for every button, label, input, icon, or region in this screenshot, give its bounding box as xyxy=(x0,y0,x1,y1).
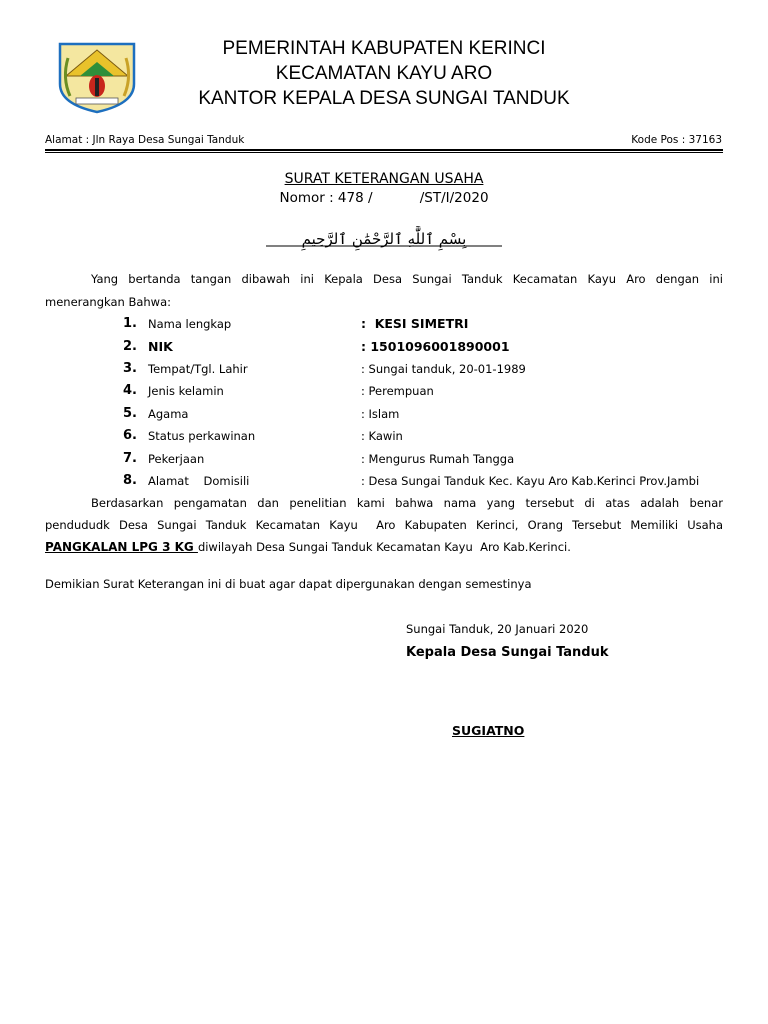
intro-paragraph-end: menerangkan Bahwa: xyxy=(45,295,172,309)
field-value-address: : Desa Sungai Tanduk Kec. Kayu Aro Kab.Kerinci Prov.Jambi xyxy=(361,474,700,488)
field-number: 2. xyxy=(123,339,137,354)
field-number: 8. xyxy=(123,473,137,488)
field-value-nik: : 1501096001890001 xyxy=(361,339,510,354)
statement-paragraph-line1: Berdasarkan pengamatan dan penelitian kami bahwa nama yang tersebut di atas adalah benar xyxy=(91,496,723,510)
header-divider-thin xyxy=(45,152,723,153)
statement-paragraph-line2: pendududk Desa Sungai Tanduk Kecamatan Kayu Aro Kabupaten Kerinci, Orang Tersebut Memiliki Usaha xyxy=(45,518,723,532)
field-value-marital: : Kawin xyxy=(361,429,403,443)
field-number: 7. xyxy=(123,451,137,466)
field-label-religion: Agama xyxy=(148,407,189,421)
field-value-gender: : Perempuan xyxy=(361,384,434,398)
business-name: PANGKALAN LPG 3 KG xyxy=(45,540,198,554)
intro-paragraph: Yang bertanda tangan dibawah ini Kepala Desa Sungai Tanduk Kecamatan Kayu Aro dengan ini xyxy=(91,272,723,286)
field-value-occupation: : Mengurus Rumah Tangga xyxy=(361,452,515,466)
field-number: 1. xyxy=(123,316,137,331)
field-number: 4. xyxy=(123,383,137,398)
signer-name: SUGIATNO xyxy=(452,723,525,738)
field-value-name: : KESI SIMETRI xyxy=(361,316,469,331)
basmalah-text: بِسْمِ ٱللَّٰهِ ٱلرَّحْمَٰنِ ٱلرَّحِيمِ xyxy=(301,230,467,248)
field-value-birth: : Sungai tanduk, 20-01-1989 xyxy=(361,362,526,376)
closing-statement: Demikian Surat Keterangan ini di buat agar dapat dipergunakan dengan semestinya xyxy=(45,577,532,591)
field-label-name: Nama lengkap xyxy=(148,317,232,331)
document-title: SURAT KETERANGAN USAHA xyxy=(284,171,484,187)
kerinci-regency-logo xyxy=(50,38,144,114)
statement-paragraph-line3 xyxy=(45,540,571,554)
business-location: diwilayah Desa Sungai Tanduk Kecamatan Kayu Aro Kab.Kerinci. xyxy=(197,540,571,554)
field-number: 6. xyxy=(123,428,137,443)
header-line-regency: PEMERINTAH KABUPATEN KERINCI xyxy=(222,38,546,59)
place-date: Sungai Tanduk, 20 Januari 2020 xyxy=(406,622,589,636)
field-value-religion: : Islam xyxy=(361,407,400,421)
field-label-gender: Jenis kelamin xyxy=(148,384,224,398)
header-divider-thick xyxy=(45,149,723,151)
field-label-birth: Tempat/Tgl. Lahir xyxy=(148,362,248,376)
basmalah-calligraphy xyxy=(246,226,522,252)
document-number: Nomor : 478 / /ST/I/2020 xyxy=(279,190,489,206)
field-label-nik: NIK xyxy=(148,339,173,354)
signer-position: Kepala Desa Sungai Tanduk xyxy=(406,645,609,660)
field-number: 5. xyxy=(123,406,137,421)
field-label-marital: Status perkawinan xyxy=(148,429,256,443)
address-text: Alamat : Jln Raya Desa Sungai Tanduk xyxy=(45,134,245,146)
field-number: 3. xyxy=(123,361,137,376)
header-line-office: KANTOR KEPALA DESA SUNGAI TANDUK xyxy=(198,88,570,109)
field-label-occupation: Pekerjaan xyxy=(148,452,205,466)
field-label-address: Alamat Domisili xyxy=(148,474,250,488)
postal-code-text: Kode Pos : 37163 xyxy=(631,134,722,146)
header-line-district: KECAMATAN KAYU ARO xyxy=(275,63,493,84)
